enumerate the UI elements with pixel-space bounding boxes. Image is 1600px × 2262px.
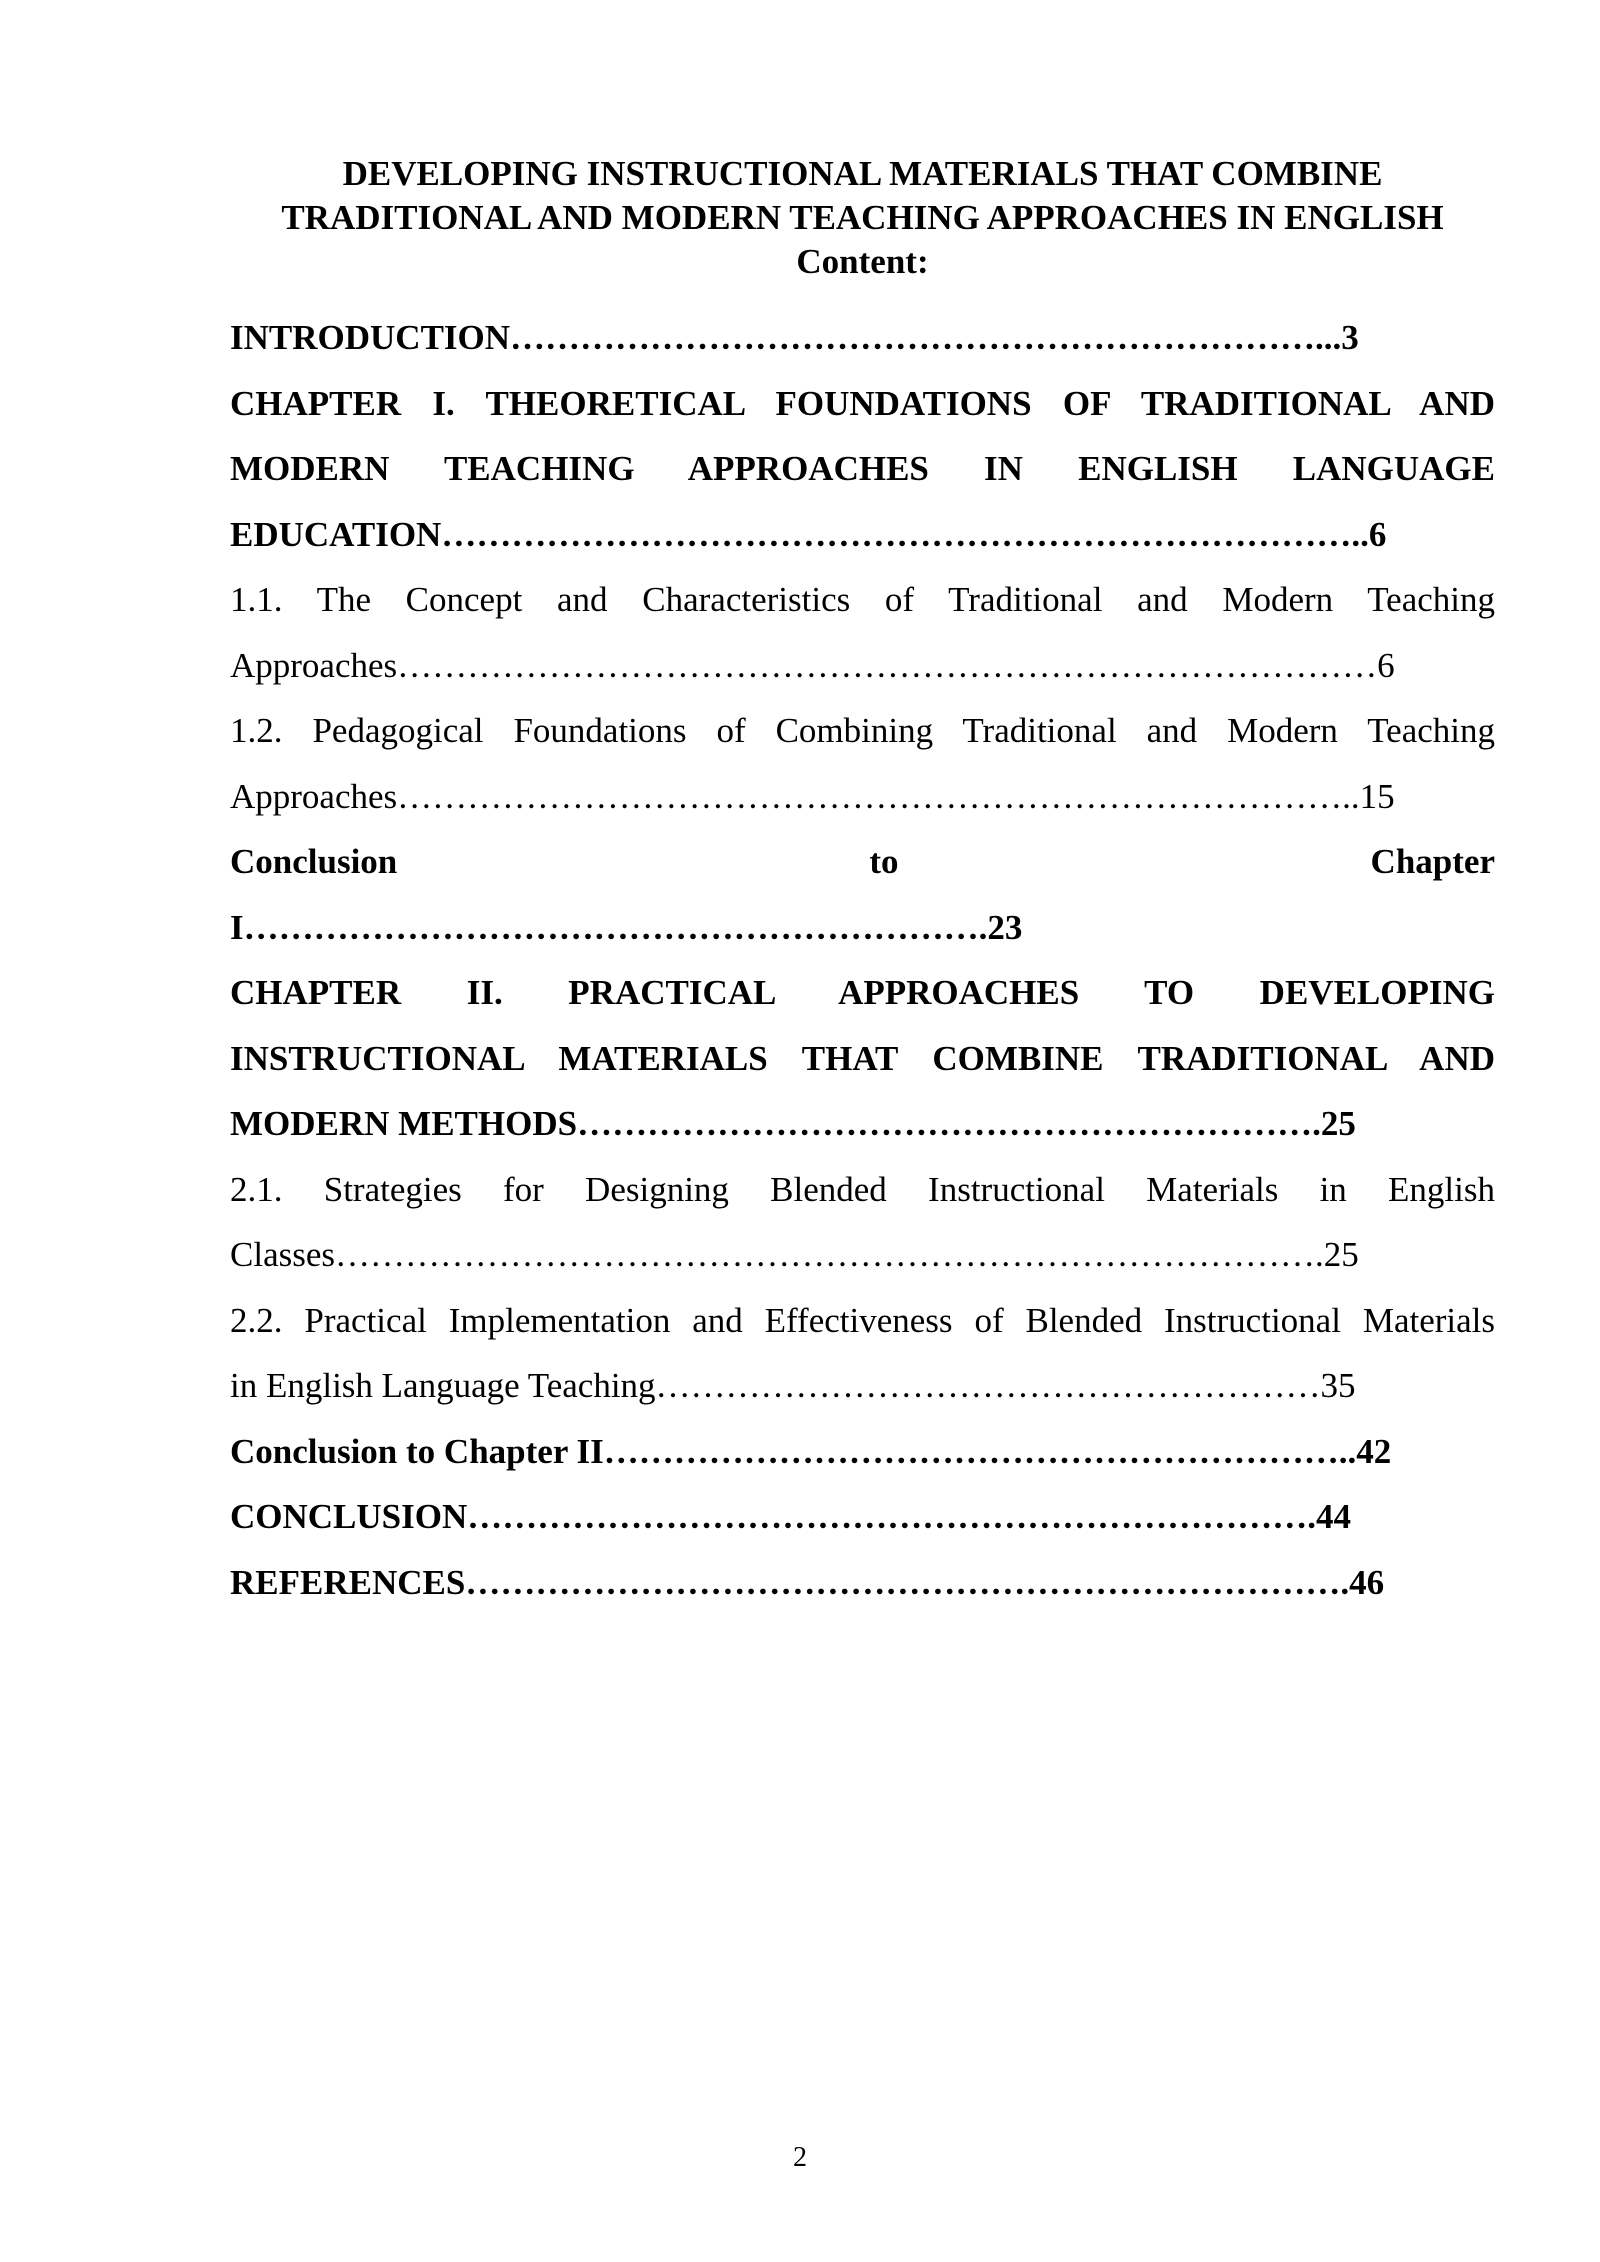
toc-entry-section-1-1: 1.1. The Concept and Characteristics of Traditional and Modern Teaching Approaches…………………………………………………………………………6 [230, 580, 1495, 685]
document-title-line-1: DEVELOPING INSTRUCTIONAL MATERIALS THAT COMBINE [342, 154, 1383, 193]
toc-entry-conclusion: CONCLUSION……………………………………………………………….44 [230, 1497, 1352, 1536]
title-block [225, 152, 1500, 284]
toc-entry-chapter-1: CHAPTER I. THEORETICAL FOUNDATIONS OF TRADITIONAL AND MODERN TEACHING APPROACHES IN ENGLISH LANGUAGE EDUCATION……………………………………………………………………..6 [230, 383, 1495, 554]
page-number: 2 [793, 2142, 807, 2173]
toc-entry-references: REFERENCES………………………………………………………………….46 [230, 1562, 1385, 1602]
toc-entry-conclusion-chapter-2: Conclusion to Chapter II………………………………………………………..42 [230, 1431, 1392, 1471]
table-of-contents [230, 305, 1495, 1615]
toc-entry-chapter-2: CHAPTER II. PRACTICAL APPROACHES TO DEVELOPING INSTRUCTIONAL MATERIALS THAT COMBINE TRADITIONAL AND MODERN METHODS……………………………………………………….25 [230, 973, 1495, 1143]
toc-entry-section-2-2: 2.2. Practical Implementation and Effectiveness of Blended Instructional Materials in English Language Teaching…………………………………………………35 [230, 1300, 1495, 1405]
toc-entry-section-1-2: 1.2. Pedagogical Foundations of Combining Traditional and Modern Teaching Approaches………………………………………………………………………..15 [230, 711, 1495, 816]
content-heading: Content: [796, 242, 929, 281]
toc-entry-section-2-1: 2.1. Strategies for Designing Blended Instructional Materials in English Classes………………………………………………………………………….25 [230, 1169, 1495, 1274]
document-title-line-2: TRADITIONAL AND MODERN TEACHING APPROACHES IN ENGLISH [281, 198, 1444, 237]
toc-entry-conclusion-chapter-1: Conclusion to Chapter I……………………………………………………….23 [230, 842, 1495, 947]
toc-entry-introduction: INTRODUCTION……………………………………………………………...3 [230, 318, 1359, 357]
